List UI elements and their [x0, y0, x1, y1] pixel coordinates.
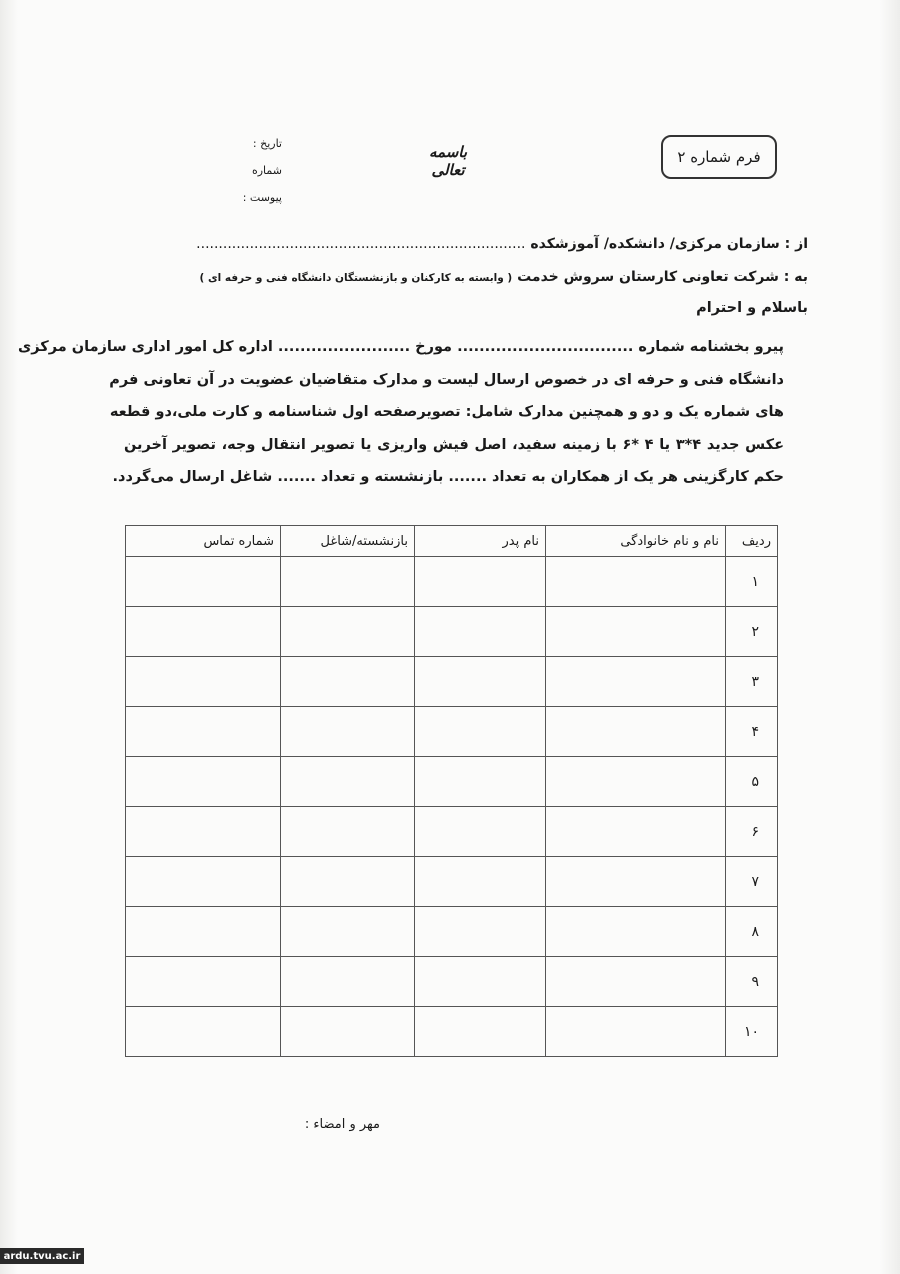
- full-name-cell[interactable]: [546, 907, 726, 957]
- table-row: [126, 707, 778, 757]
- site-watermark[interactable]: [0, 1248, 84, 1264]
- applicants-table: [125, 525, 778, 1057]
- father-name-cell[interactable]: [415, 757, 546, 807]
- full-name-cell[interactable]: [546, 557, 726, 607]
- status-cell[interactable]: [281, 607, 415, 657]
- father-name-cell[interactable]: [415, 1007, 546, 1057]
- bismillah-heading: باسمه تعالی: [428, 143, 468, 179]
- letter-body: [17, 331, 784, 494]
- row-number: ۴: [726, 707, 778, 757]
- form-number-box: [661, 135, 777, 179]
- to-line: [200, 269, 808, 285]
- phone-cell[interactable]: [126, 657, 281, 707]
- body-line: دانشگاه فنی و حرفه ای در خصوص ارسال لیست و مدارک متقاضیان عضویت در آن تعاونی فرم: [109, 371, 784, 388]
- phone-cell[interactable]: [126, 857, 281, 907]
- status-cell[interactable]: [281, 757, 415, 807]
- full-name-cell[interactable]: [546, 707, 726, 757]
- table-row: [126, 1007, 778, 1057]
- body-line: عکس جدید ۴*۳ یا ۴ *۶ با زمینه سفید، اصل فیش واریزی یا تصویر انتقال وجه، تصویر آخرین: [124, 436, 784, 453]
- row-number: ۳: [726, 657, 778, 707]
- table-row: [126, 657, 778, 707]
- header-row-number: ردیف: [726, 526, 778, 557]
- table-row: [126, 957, 778, 1007]
- table-row: [126, 857, 778, 907]
- status-cell[interactable]: [281, 557, 415, 607]
- full-name-cell[interactable]: [546, 857, 726, 907]
- table-row: [126, 607, 778, 657]
- full-name-cell[interactable]: [546, 1007, 726, 1057]
- phone-cell[interactable]: [126, 807, 281, 857]
- father-name-cell[interactable]: [415, 857, 546, 907]
- table-row: [126, 757, 778, 807]
- body-line: های شماره یک و دو و همچنین مدارک شامل: تصویرصفحه اول شناسنامه و کارت ملی،دو قطعه: [109, 404, 784, 420]
- row-number: ۸: [726, 907, 778, 957]
- table-row: [126, 907, 778, 957]
- status-cell[interactable]: [281, 707, 415, 757]
- row-number: ۱: [726, 557, 778, 607]
- status-cell[interactable]: [281, 657, 415, 707]
- full-name-cell[interactable]: [546, 607, 726, 657]
- from-line: [196, 236, 808, 252]
- phone-cell[interactable]: [126, 1007, 281, 1057]
- row-number: ۲: [726, 607, 778, 657]
- father-name-cell[interactable]: [415, 907, 546, 957]
- header-status: بازنشسته/شاغل: [281, 526, 415, 557]
- signature-label: مهر و امضاء :: [304, 1117, 380, 1132]
- to-note: ( وابسته به کارکنان و بازنشستگان دانشگاه فنی و حرفه ای ): [199, 272, 513, 284]
- status-cell[interactable]: [281, 1007, 415, 1057]
- number-label: شماره: [251, 164, 282, 177]
- phone-cell[interactable]: [126, 557, 281, 607]
- father-name-cell[interactable]: [415, 707, 546, 757]
- status-cell[interactable]: [281, 807, 415, 857]
- phone-cell[interactable]: [126, 757, 281, 807]
- phone-cell[interactable]: [126, 957, 281, 1007]
- row-number: ۹: [726, 957, 778, 1007]
- date-label: تاریخ :: [252, 137, 282, 150]
- header-full-name: نام و نام خانوادگی: [546, 526, 726, 557]
- row-number: ۷: [726, 857, 778, 907]
- table-row: [126, 557, 778, 607]
- form-number-label: فرم شماره ۲: [677, 148, 761, 166]
- table-row: [126, 807, 778, 857]
- full-name-cell[interactable]: [546, 757, 726, 807]
- father-name-cell[interactable]: [415, 807, 546, 857]
- row-number: ۶: [726, 807, 778, 857]
- header-father-name: نام پدر: [415, 526, 546, 557]
- attachment-label: پیوست :: [242, 191, 282, 204]
- phone-cell[interactable]: [126, 907, 281, 957]
- from-label: از : سازمان مرکزی/ دانشکده/ آموزشکده: [530, 236, 808, 252]
- from-dots: ..........................................................................: [196, 236, 526, 252]
- father-name-cell[interactable]: [415, 657, 546, 707]
- phone-cell[interactable]: [126, 707, 281, 757]
- full-name-cell[interactable]: [546, 807, 726, 857]
- row-number: ۱۰: [726, 1007, 778, 1057]
- row-number: ۵: [726, 757, 778, 807]
- full-name-cell[interactable]: [546, 957, 726, 1007]
- father-name-cell[interactable]: [415, 607, 546, 657]
- phone-cell[interactable]: [126, 607, 281, 657]
- father-name-cell[interactable]: [415, 557, 546, 607]
- body-line: پیرو بخشنامه شماره ................................ مورخ ........................ اداره کل امور اداری سازمان مرکزی: [17, 339, 784, 355]
- status-cell[interactable]: [281, 957, 415, 1007]
- greeting: باسلام و احترام: [696, 300, 808, 316]
- table-header-row: [126, 526, 778, 557]
- to-label: به : شرکت تعاونی کارستان سروش خدمت: [517, 269, 808, 285]
- status-cell[interactable]: [281, 907, 415, 957]
- father-name-cell[interactable]: [415, 957, 546, 1007]
- header-phone: شماره تماس: [126, 526, 281, 557]
- full-name-cell[interactable]: [546, 657, 726, 707]
- body-line: حکم کارگزینی هر یک از همکاران به تعداد ....... بازنشسته و تعداد ....... شاغل ارسال می‌گردد.: [112, 469, 784, 485]
- status-cell[interactable]: [281, 857, 415, 907]
- watermark-text: ardu.tvu.ac.ir: [3, 1250, 81, 1262]
